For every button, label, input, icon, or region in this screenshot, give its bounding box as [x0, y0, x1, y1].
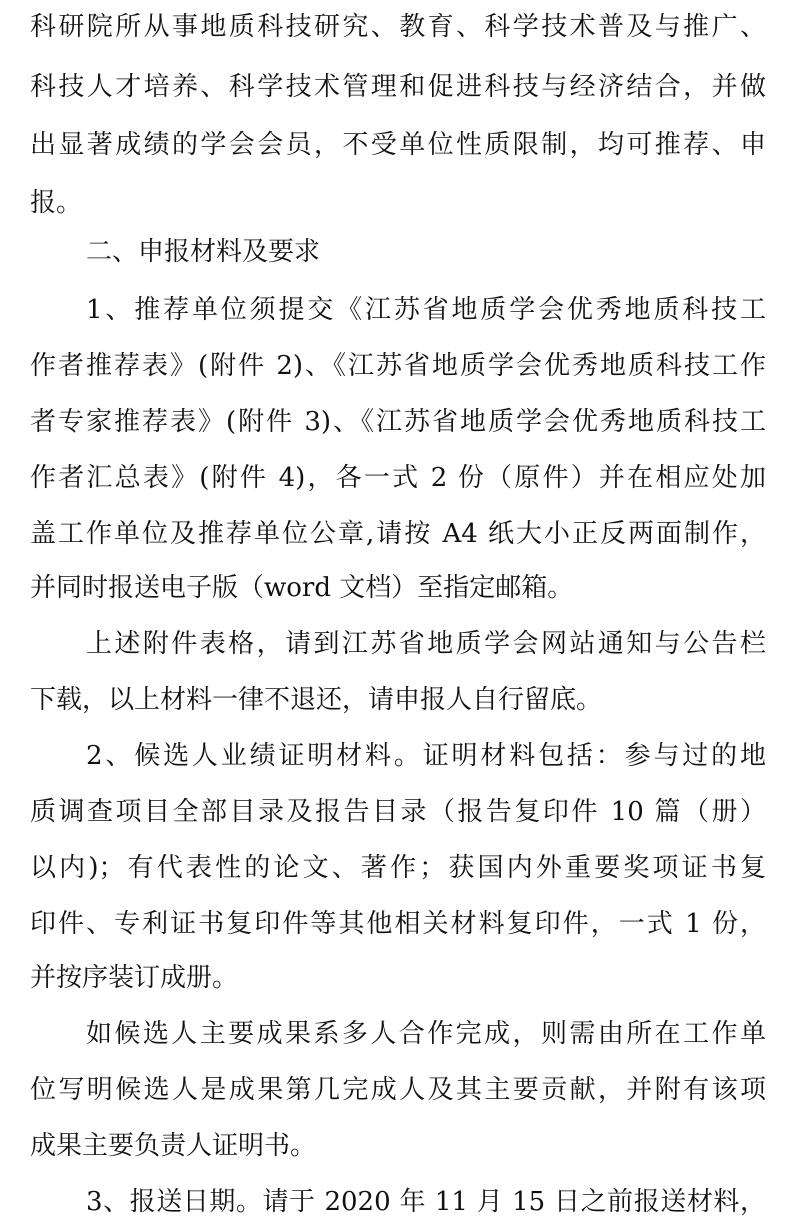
paragraph-line: 上述附件表格，请到江苏省地质学会网站通知与公告栏: [86, 629, 766, 659]
paragraph-line: 1、推荐单位须提交《江苏省地质学会优秀地质科技工: [86, 295, 766, 325]
paragraph-line: 盖工作单位及推荐单位公章,请按 A4 纸大小正反两面制作，: [30, 519, 766, 549]
paragraph-line: 报。: [30, 188, 83, 218]
paragraph-line: 科技人才培养、科学技术管理和促进科技与经济结合，并做: [30, 72, 766, 102]
paragraph-line: 并按序装订成册。: [30, 963, 239, 993]
paragraph-line: 作者推荐表》(附件 2)、《江苏省地质学会优秀地质科技工作: [30, 351, 766, 381]
paragraph-line: 并同时报送电子版（word 文档）至指定邮箱。: [30, 573, 574, 603]
paragraph-line: 印件、专利证书复印件等其他相关材料复印件，一式 1 份，: [30, 909, 766, 939]
paragraph-line: 位写明候选人是成果第几完成人及其主要贡献，并附有该项: [30, 1075, 766, 1105]
paragraph-line: 作者汇总表》(附件 4)，各一式 2 份（原件）并在相应处加: [30, 463, 766, 493]
paragraph-line: 下载，以上材料一律不退还，请申报人自行留底。: [30, 685, 603, 715]
section-heading: 二、申报材料及要求: [86, 237, 321, 267]
paragraph-line: 科研院所从事地质科技研究、教育、科学技术普及与推广、: [30, 12, 766, 42]
paragraph-line: 2、候选人业绩证明材料。证明材料包括：参与过的地: [86, 741, 766, 771]
paragraph-line: 者专家推荐表》(附件 3)、《江苏省地质学会优秀地质科技工: [30, 407, 766, 437]
paragraph-line: 如候选人主要成果系多人合作完成，则需由所在工作单: [86, 1019, 766, 1049]
paragraph-line: 出显著成绩的学会会员，不受单位性质限制，均可推荐、申: [30, 130, 766, 160]
paragraph-line: 成果主要负责人证明书。: [30, 1131, 317, 1161]
paragraph-line: 3、报送日期。请于 2020 年 11 月 15 日之前报送材料，: [86, 1187, 766, 1217]
paragraph-line: 质调查项目全部目录及报告目录（报告复印件 10 篇（册）: [30, 797, 766, 827]
paragraph-line: 以内)；有代表性的论文、著作；获国内外重要奖项证书复: [30, 853, 766, 883]
